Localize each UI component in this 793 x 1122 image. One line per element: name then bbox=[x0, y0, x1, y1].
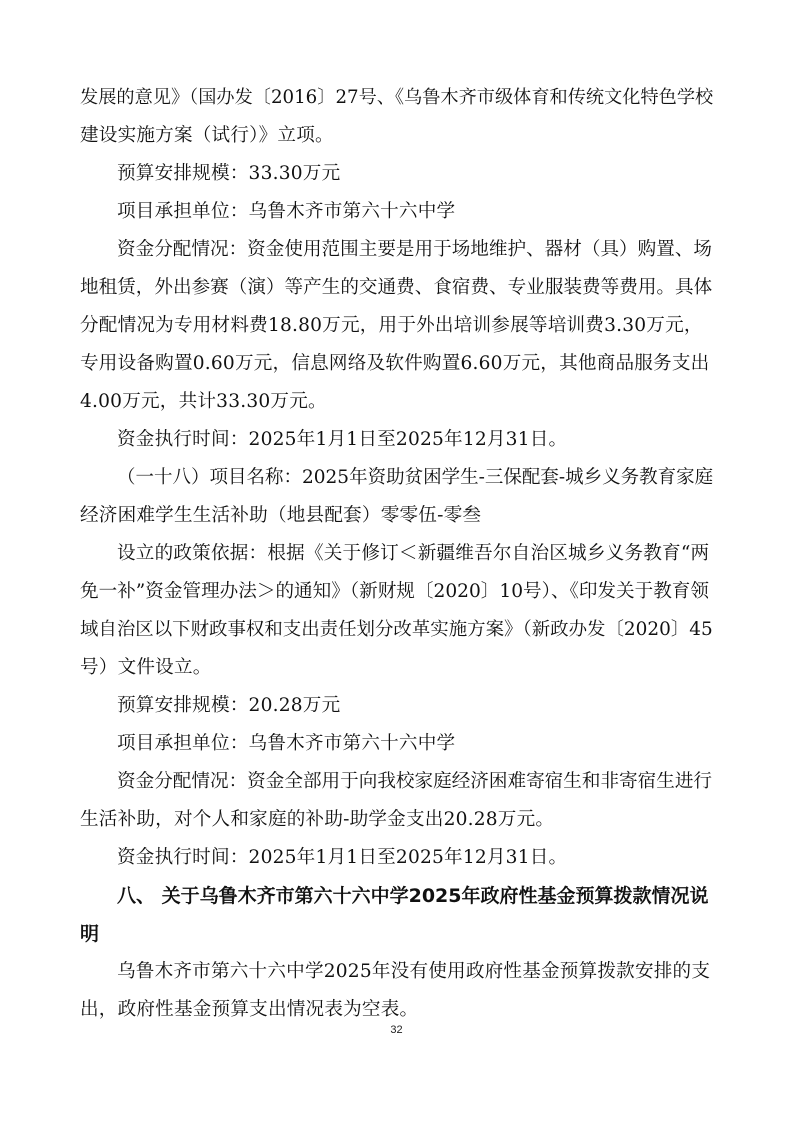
undertaking-unit-line: 项目承担单位：乌鲁木齐市第六十六中学 bbox=[117, 201, 456, 222]
budget-scale-line: 预算安排规模：33.30万元 bbox=[117, 163, 341, 184]
budget-scale-line: 预算安排规模：20.28万元 bbox=[117, 695, 341, 716]
paragraph-line: 免一补”资金管理办法＞的通知》（新财规〔2020〕10号）、《印发关于教育领 bbox=[80, 581, 709, 602]
paragraph-line: 域自治区以下财政事权和支出责任划分改革实施方案》（新政办发〔2020〕45 bbox=[80, 619, 713, 640]
execution-time-line: 资金执行时间：2025年1月1日至2025年12月31日。 bbox=[117, 429, 568, 450]
paragraph-line: 乌鲁木齐市第六十六中学2025年没有使用政府性基金预算拨款安排的支 bbox=[117, 961, 711, 982]
paragraph-line: 分配情况为专用材料费18.80万元，用于外出培训参展等培训费3.30万元， bbox=[80, 315, 703, 336]
paragraph-line: 4.00万元，共计33.30万元。 bbox=[80, 391, 327, 412]
fund-allocation-line: 资金分配情况：资金使用范围主要是用于场地维护、器材（具）购置、场 bbox=[117, 239, 713, 260]
paragraph-line: 地租赁，外出参赛（演）等产生的交通费、食宿费、专业服装费等费用。具体 bbox=[80, 277, 713, 298]
paragraph-line: 建设实施方案（试行）》立项。 bbox=[80, 125, 334, 146]
paragraph-line: 号）文件设立。 bbox=[80, 657, 212, 678]
paragraph-line: 发展的意见》（国办发〔2016〕27号、《乌鲁木齐市级体育和传统文化特色学校 bbox=[80, 87, 714, 108]
paragraph-line: 经济困难学生生活补助（地县配套）零零伍-零叁 bbox=[80, 505, 482, 526]
fund-allocation-line: 资金分配情况：资金全部用于向我校家庭经济困难寄宿生和非寄宿生进行 bbox=[117, 771, 713, 792]
paragraph-line: 专用设备购置0.60万元，信息网络及软件购置6.60万元，其他商品服务支出 bbox=[80, 353, 710, 374]
paragraph-line: 出，政府性基金预算支出情况表为空表。 bbox=[80, 999, 419, 1020]
undertaking-unit-line: 项目承担单位：乌鲁木齐市第六十六中学 bbox=[117, 733, 456, 754]
execution-time-line: 资金执行时间：2025年1月1日至2025年12月31日。 bbox=[117, 847, 568, 868]
paragraph-line: 生活补助，对个人和家庭的补助-助学金支出20.28万元。 bbox=[80, 809, 555, 830]
policy-basis-line: 设立的政策依据：根据《关于修订＜新疆维吾尔自治区城乡义务教育“两 bbox=[117, 543, 710, 564]
page-number: 32 bbox=[390, 1024, 403, 1036]
section-heading-continued: 明 bbox=[80, 923, 100, 945]
project-name-line: （一十八）项目名称：2025年资助贫困学生-三保配套-城乡义务教育家庭 bbox=[117, 467, 714, 488]
section-heading: 八、 关于乌鲁木齐市第六十六中学2025年政府性基金预算拨款情况说 bbox=[117, 885, 709, 907]
